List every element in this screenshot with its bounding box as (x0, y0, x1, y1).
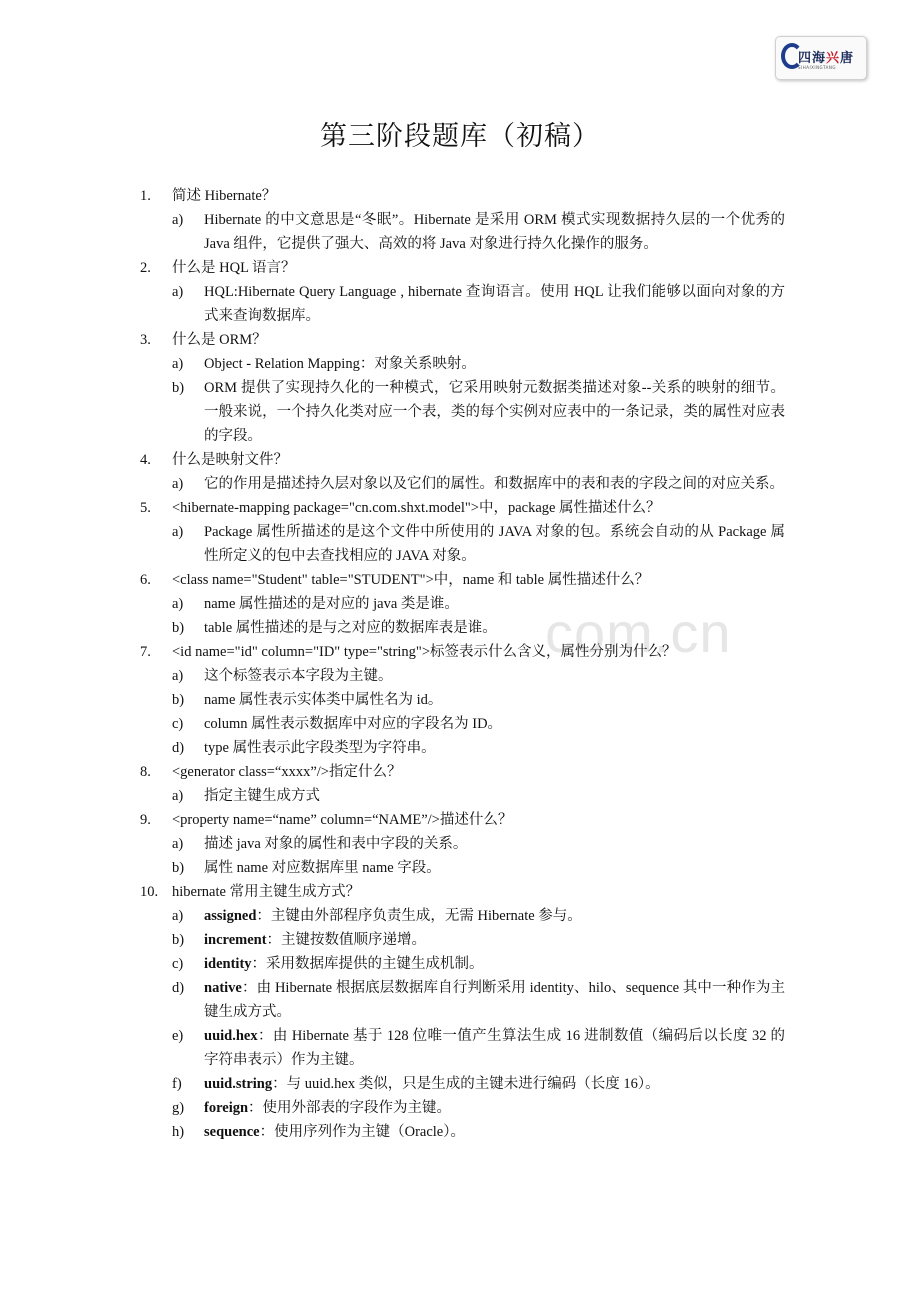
answer-text: 属性 name 对应数据库里 name 字段。 (204, 860, 441, 876)
question-number: 8. (140, 764, 151, 780)
answer-item (140, 592, 785, 616)
answer-marker: a) (172, 284, 184, 300)
answer-text: ：由 Hibernate 基于 128 位唯一值产生算法生成 16 进制数值（编码后以长度 32 的字符串表示）作为主键。 (204, 1028, 785, 1068)
answer-text: ：使用序列作为主键（Oracle）。 (259, 1124, 465, 1140)
question-number: 10. (140, 884, 159, 900)
question-item (140, 448, 785, 472)
answer-item (140, 664, 785, 688)
answer-item (140, 928, 785, 952)
answer-term: native (204, 980, 242, 996)
answer-text: ：由 Hibernate 根据底层数据库自行判断采用 identity、hilo、sequence 其中一种作为主键生成方式。 (204, 980, 785, 1020)
question-item (140, 880, 785, 904)
answer-text: 指定主键生成方式 (204, 788, 320, 804)
answer-item (140, 1096, 785, 1120)
answer-text: 这个标签表示本字段为主键。 (204, 668, 393, 684)
answer-term: assigned (204, 908, 257, 924)
answer-marker: a) (172, 788, 184, 804)
answer-item (140, 712, 785, 736)
answer-item (140, 208, 785, 256)
answer-item (140, 736, 785, 760)
answer-item (140, 376, 785, 448)
answer-marker: a) (172, 668, 184, 684)
answer-marker: b) (172, 692, 185, 708)
answer-marker: c) (172, 956, 184, 972)
answer-term: identity (204, 956, 252, 972)
question-text: <id name="id" column="ID" type="string">标签表示什么含义，属性分别为什么？ (172, 644, 677, 660)
answer-item (140, 856, 785, 880)
answer-text: Hibernate 的中文意思是“冬眠”。Hibernate 是采用 ORM 模式实现数据持久层的一个优秀的 Java 组件，它提供了强大、高效的将 Java 对象进行持久化操作的服务。 (204, 212, 785, 252)
question-text: 简述 Hibernate？ (172, 188, 277, 204)
answer-term: uuid.hex (204, 1028, 258, 1044)
question-text: hibernate 常用主键生成方式？ (172, 884, 361, 900)
watermark: com.cn (545, 601, 732, 664)
answer-marker: a) (172, 476, 184, 492)
question-item (140, 568, 785, 592)
answer-item (140, 784, 785, 808)
answer-term: foreign (204, 1100, 249, 1116)
answer-item (140, 616, 785, 640)
answer-item (140, 280, 785, 328)
question-number: 6. (140, 572, 151, 588)
answer-text: HQL:Hibernate Query Language , hibernate 查询语言。使用 HQL 让我们能够以面向对象的方式来查询数据库。 (204, 284, 785, 324)
question-text: <class name="Student" table="STUDENT">中，name 和 table 属性描述什么？ (172, 572, 650, 588)
answer-item (140, 688, 785, 712)
answer-text: ：主键由外部程序负责生成，无需 Hibernate 参与。 (256, 908, 582, 924)
answer-marker: c) (172, 716, 184, 732)
answer-text: table 属性描述的是与之对应的数据库表是谁。 (204, 620, 497, 636)
question-text: 什么是 HQL 语言？ (172, 260, 296, 276)
question-item (140, 328, 785, 352)
answer-item (140, 976, 785, 1024)
answer-marker: d) (172, 980, 185, 996)
answer-item (140, 904, 785, 928)
answer-item (140, 1072, 785, 1096)
answer-text: ORM 提供了实现持久化的一种模式，它采用映射元数据类描述对象--关系的映射的细节。一般来说，一个持久化类对应一个表，类的每个实例对应表中的一条记录，类的属性对应表的字段。 (204, 380, 785, 444)
answer-marker: b) (172, 380, 185, 396)
answer-item (140, 520, 785, 568)
answer-marker: e) (172, 1028, 184, 1044)
answer-marker: a) (172, 212, 184, 228)
question-number: 9. (140, 812, 151, 828)
question-item (140, 496, 785, 520)
question-number: 3. (140, 332, 151, 348)
answer-item (140, 1024, 785, 1072)
answer-marker: h) (172, 1124, 185, 1140)
question-item (140, 640, 785, 664)
answer-marker: a) (172, 908, 184, 924)
answer-text: name 属性表示实体类中属性名为 id。 (204, 692, 443, 708)
answer-text: 描述 java 对象的属性和表中字段的关系。 (204, 836, 468, 852)
question-number: 7. (140, 644, 151, 660)
question-list (140, 184, 785, 1144)
answer-text: ：采用数据库提供的主键生成机制。 (251, 956, 484, 972)
answer-marker: b) (172, 620, 185, 636)
question-number: 4. (140, 452, 151, 468)
answer-text: ：与 uuid.hex 类似，只是生成的主键未进行编码（长度 16）。 (272, 1076, 660, 1092)
answer-term: uuid.string (204, 1076, 273, 1092)
question-item (140, 256, 785, 280)
answer-item (140, 1120, 785, 1144)
company-logo (775, 36, 867, 80)
question-text: 什么是映射文件？ (172, 452, 288, 468)
answer-marker: a) (172, 356, 184, 372)
answer-marker: f) (172, 1076, 182, 1092)
question-text: 什么是 ORM？ (172, 332, 267, 348)
answer-item (140, 352, 785, 376)
question-text: <generator class=“xxxx”/>指定什么？ (172, 764, 402, 780)
question-text: <property name=“name” column=“NAME”/>描述什么？ (172, 812, 513, 828)
answer-text: ：主键按数值顺序递增。 (266, 932, 427, 948)
logo-text: 四海兴唐 (798, 51, 855, 66)
answer-text: Package 属性所描述的是这个文件中所使用的 JAVA 对象的包。系统会自动的从 Package 属性所定义的包中去查找相应的 JAVA 对象。 (204, 524, 785, 564)
answer-item (140, 472, 785, 496)
answer-marker: b) (172, 860, 185, 876)
answer-term: increment (204, 932, 267, 948)
answer-marker: a) (172, 524, 184, 540)
answer-text: name 属性描述的是对应的 java 类是谁。 (204, 596, 459, 612)
logo-subtext: SIHAIXINGTANG (798, 65, 836, 70)
question-text: <hibernate-mapping package="cn.com.shxt.model">中，package 属性描述什么？ (172, 500, 661, 516)
answer-item (140, 952, 785, 976)
answer-marker: a) (172, 836, 184, 852)
answer-marker: d) (172, 740, 185, 756)
answer-marker: a) (172, 596, 184, 612)
question-number: 2. (140, 260, 151, 276)
question-number: 1. (140, 188, 151, 204)
answer-text: 它的作用是描述持久层对象以及它们的属性。和数据库中的表和表的字段之间的对应关系。 (204, 476, 784, 492)
answer-text: type 属性表示此字段类型为字符串。 (204, 740, 436, 756)
question-item (140, 184, 785, 208)
answer-item (140, 832, 785, 856)
answer-text: Object - Relation Mapping：对象关系映射。 (204, 356, 476, 372)
question-item (140, 808, 785, 832)
answer-text: column 属性表示数据库中对应的字段名为 ID。 (204, 716, 503, 732)
question-number: 5. (140, 500, 151, 516)
answer-term: sequence (204, 1124, 260, 1140)
answer-marker: b) (172, 932, 185, 948)
page-title: 第三阶段题库（初稿） (320, 121, 600, 152)
question-item (140, 760, 785, 784)
answer-marker: g) (172, 1100, 185, 1116)
answer-text: ：使用外部表的字段作为主键。 (248, 1100, 452, 1116)
